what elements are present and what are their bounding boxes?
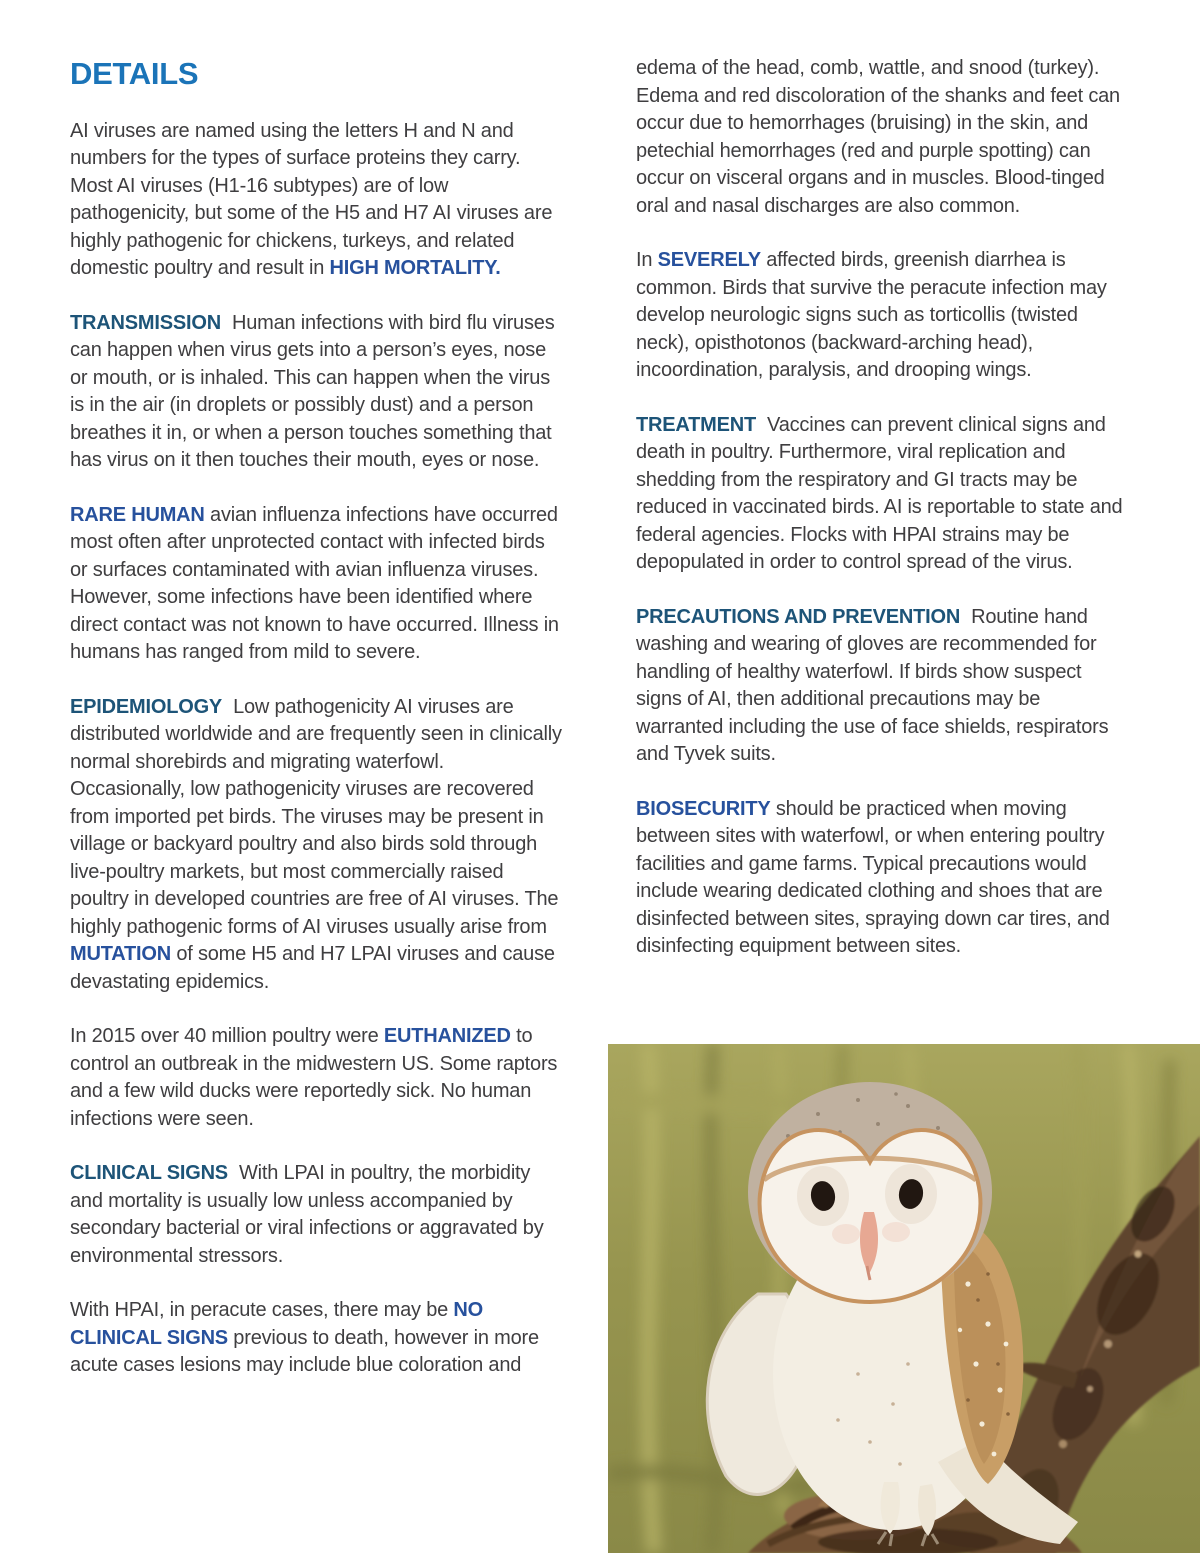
epidemiology-keyword: EPIDEMIOLOGY	[70, 695, 223, 718]
epidemiology-text-2: of some H5 and H7 LPAI viruses and cause devastating epidemics.	[70, 943, 555, 993]
severely-emphasis: SEVERELY	[657, 249, 761, 271]
rare-human-emphasis: RARE HUMAN	[70, 503, 205, 526]
edema-paragraph	[636, 55, 1128, 220]
clinical-signs-keyword: CLINICAL SIGNS	[70, 1162, 228, 1184]
severely-text-2: affected birds, greenish diarrhea is common. Birds that survive the peracute infection may develop neurologic signs such as torticollis (twisted neck), opisthotonos (backward-arching head), incoordination, paralysis, and drooping wings.	[636, 249, 1107, 381]
page-title: DETAILS	[70, 56, 199, 91]
severely-text-1: In	[636, 249, 658, 271]
euthanized-emphasis: EUTHANIZED	[383, 1025, 511, 1047]
mutation-emphasis: MUTATION	[70, 943, 171, 965]
left-column	[70, 56, 562, 1407]
treatment-paragraph	[636, 412, 1128, 577]
clinical-signs-paragraph	[70, 1160, 562, 1270]
transmission-paragraph	[70, 310, 562, 475]
outbreak-text-1: In 2015 over 40 million poultry were	[70, 1025, 384, 1047]
precautions-paragraph	[636, 604, 1128, 769]
intro-text: AI viruses are named using the letters H and N and numbers for the types of surface proteins they carry. Most AI viruses (H1-16 subtypes) are of low pathogenicity, but some of the H5 and H7 AI viruses are highly pathogenic for chickens, turkeys, and related domestic poultry and result in	[70, 119, 553, 279]
transmission-keyword: TRANSMISSION	[70, 311, 221, 334]
edema-text: edema of the head, comb, wattle, and snood (turkey). Edema and red discoloration of the shanks and feet can occur due to hemorrhages (bruising) in the skin, and petechial hemorrhages (red and purple spotting) can occur on visceral organs and in muscles. Blood-tinged oral and nasal discharges are also common.	[636, 57, 1120, 217]
epidemiology-paragraph	[70, 694, 562, 997]
hpai-text-2: previous to death, however in more acute cases lesions may include blue coloration and	[70, 1326, 539, 1376]
biosecurity-paragraph	[636, 796, 1128, 961]
no-clinical-signs-emphasis: NO CLINICAL SIGNS	[70, 1299, 484, 1349]
precautions-keyword: PRECAUTIONS AND PREVENTION	[636, 605, 961, 628]
treatment-text: Vaccines can prevent clinical signs and death in poultry. Furthermore, viral replication and shedding from the respiratory and GI tracts may be reduced in vaccinated birds. AI is reportable to state and federal agencies. Flocks with HPAI strains may be depopulated in order to control spread of the virus.	[636, 413, 1123, 573]
rare-human-text: avian influenza infections have occurred most often after unprotected contact with infected birds or surfaces contaminated with avian influenza viruses. However, some infections have been identified where direct contact was not known to have occurred. Illness in humans has ranged from mild to severe.	[70, 503, 559, 663]
intro-paragraph	[70, 118, 562, 283]
precautions-text: Routine hand washing and wearing of gloves are recommended for handling of healthy waterfowl. If birds show suspect signs of AI, then additional precautions may be warranted including the use of face shields, respirators and Tyvek suits.	[636, 605, 1109, 765]
clinical-signs-text: With LPAI in poultry, the morbidity and mortality is usually low unless accompanied by secondary bacterial or viral infections or aggravated by environmental stressors.	[70, 1162, 544, 1267]
outbreak-text-2: to control an outbreak in the midwestern US. Some raptors and a few wild ducks were reportedly sick. No human infections were seen.	[70, 1025, 558, 1130]
epidemiology-text-1: Low pathogenicity AI viruses are distributed worldwide and are frequently seen in clinically normal shorebirds and migrating waterfowl. Occasionally, low pathogenicity viruses are recovered from imported pet birds. The viruses may be present in village or backyard poultry and also birds sold through live-poultry markets, but most commercially raised poultry in developed countries are free of AI viruses. The highly pathogenic forms of AI viruses usually arise from	[70, 695, 562, 938]
biosecurity-emphasis: BIOSECURITY	[636, 797, 771, 820]
rare-human-paragraph	[70, 502, 562, 667]
outbreak-2015-paragraph	[70, 1023, 562, 1133]
severely-paragraph	[636, 247, 1128, 385]
hpai-text-1: With HPAI, in peracute cases, there may be	[70, 1299, 454, 1321]
barn-owl-photo	[608, 1044, 1200, 1553]
treatment-keyword: TREATMENT	[636, 413, 757, 436]
transmission-text: Human infections with bird flu viruses can happen when virus gets into a person’s eyes, nose or mouth, or is inhaled. This can happen when the virus is in the air (in droplets or possibly dust) and a person breathes it in, or when a person touches something that has virus on it then touches their mouth, eyes or nose.	[70, 311, 555, 471]
right-column	[636, 55, 1128, 988]
biosecurity-text: should be practiced when moving between sites with waterfowl, or when entering poultry facilities and game farms. Typical precautions would include wearing dedicated clothing and shoes that are disinfected between sites, spraying down car tires, and disinfecting equipment between sites.	[636, 797, 1110, 957]
high-mortality-emphasis: HIGH MORTALITY.	[329, 257, 501, 279]
hpai-paragraph	[70, 1297, 562, 1380]
